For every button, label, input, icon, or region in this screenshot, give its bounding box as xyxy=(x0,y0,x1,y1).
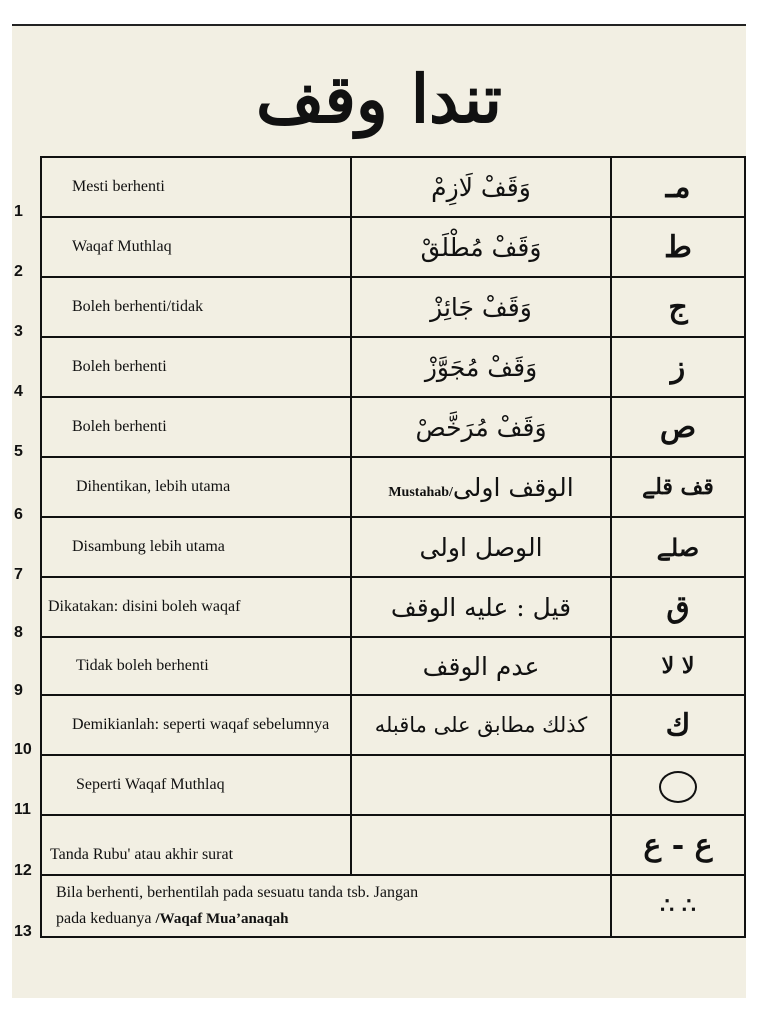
arabic-cell: عدم الوقف xyxy=(351,637,611,695)
arabic-cell xyxy=(351,815,611,875)
row-number: 6 xyxy=(14,506,23,523)
symbol-cell: ط xyxy=(611,217,745,277)
table-row xyxy=(41,517,745,577)
meaning-cell: Waqaf Muthlaq xyxy=(41,217,351,277)
table-row xyxy=(41,815,745,875)
meaning-cell: Tidak boleh berhenti xyxy=(41,637,351,695)
waqaf-name: /Waqaf Mua’anaqah xyxy=(155,911,289,927)
row-number: 9 xyxy=(14,682,23,699)
symbol-cell: ج xyxy=(611,277,745,337)
table-row xyxy=(41,337,745,397)
table-row xyxy=(41,397,745,457)
table-row xyxy=(41,277,745,337)
arabic-cell: وَقَفْ مُرَخَّصْ xyxy=(351,397,611,457)
circle-symbol xyxy=(659,771,697,803)
arabic-cell: كذلك مطابق على ماقبله xyxy=(351,695,611,755)
symbol-cell: ق xyxy=(611,577,745,637)
row-number: 11 xyxy=(14,801,31,818)
table-row xyxy=(41,755,745,815)
row-number: 8 xyxy=(14,624,23,641)
symbol-cell: صلے xyxy=(611,517,745,577)
table-row xyxy=(41,217,745,277)
arabic-cell xyxy=(351,457,611,517)
row-number: 12 xyxy=(14,862,32,879)
table-row xyxy=(41,637,745,695)
symbol-cell: ∴ ∴ xyxy=(611,875,745,937)
row-number: 1 xyxy=(14,203,23,220)
arabic-cell: وَقَفْ مُجَوَّزْ xyxy=(351,337,611,397)
meaning-cell: Disambung lebih utama xyxy=(41,517,351,577)
meaning-cell: Seperti Waqaf Muthlaq xyxy=(41,755,351,815)
meaning-line xyxy=(56,906,604,932)
meaning-cell: Dikatakan: disini boleh waqaf xyxy=(41,577,351,637)
table-row xyxy=(41,157,745,217)
table-row xyxy=(41,577,745,637)
arabic-cell: الوصل اولى xyxy=(351,517,611,577)
meaning-cell: Dihentikan, lebih utama xyxy=(41,457,351,517)
meaning-cell xyxy=(41,875,611,937)
symbol-cell: ص xyxy=(611,397,745,457)
meaning-cell: Boleh berhenti xyxy=(41,397,351,457)
meaning-cell: Boleh berhenti xyxy=(41,337,351,397)
symbol-cell: مـ xyxy=(611,157,745,217)
symbol-cell: ز xyxy=(611,337,745,397)
arabic-text: الوقف اولى xyxy=(452,472,574,502)
table-row xyxy=(41,875,745,937)
row-number: 13 xyxy=(14,923,32,940)
latin-label: Mustahab/ xyxy=(388,484,453,500)
symbol-cell xyxy=(611,755,745,815)
waqaf-table xyxy=(40,156,746,938)
meaning-line: Bila berhenti, berhentilah pada sesuatu tanda tsb. Jangan xyxy=(56,884,419,901)
meaning-cell: Mesti berhenti xyxy=(41,157,351,217)
symbol-cell: قف قلے xyxy=(611,457,745,517)
arabic-cell: وَقَفْ لَازِمْ xyxy=(351,157,611,217)
meaning-cell: Demikianlah: seperti waqaf sebelumnya xyxy=(41,695,351,755)
arabic-cell xyxy=(351,755,611,815)
row-number: 2 xyxy=(14,263,23,280)
meaning-text: pada keduanya xyxy=(56,910,152,927)
arabic-cell: وَقَفْ جَائِزْ xyxy=(351,277,611,337)
table-row xyxy=(41,457,745,517)
row-number: 4 xyxy=(14,383,23,400)
page-title: تندا وقف xyxy=(256,60,502,138)
symbol-cell: ع - ع xyxy=(611,815,745,875)
arabic-cell: وَقَفْ مُطْلَقْ xyxy=(351,217,611,277)
meaning-cell: Boleh berhenti/tidak xyxy=(41,277,351,337)
row-number: 7 xyxy=(14,566,23,583)
table-row xyxy=(41,695,745,755)
symbol-cell: ك xyxy=(611,695,745,755)
row-number: 3 xyxy=(14,323,23,340)
symbol-cell: لا لا xyxy=(611,637,745,695)
row-number: 5 xyxy=(14,443,23,460)
row-number: 10 xyxy=(14,741,32,758)
meaning-cell: Tanda Rubu' atau akhir surat xyxy=(41,815,351,875)
arabic-cell: قيل : عليه الوقف xyxy=(351,577,611,637)
